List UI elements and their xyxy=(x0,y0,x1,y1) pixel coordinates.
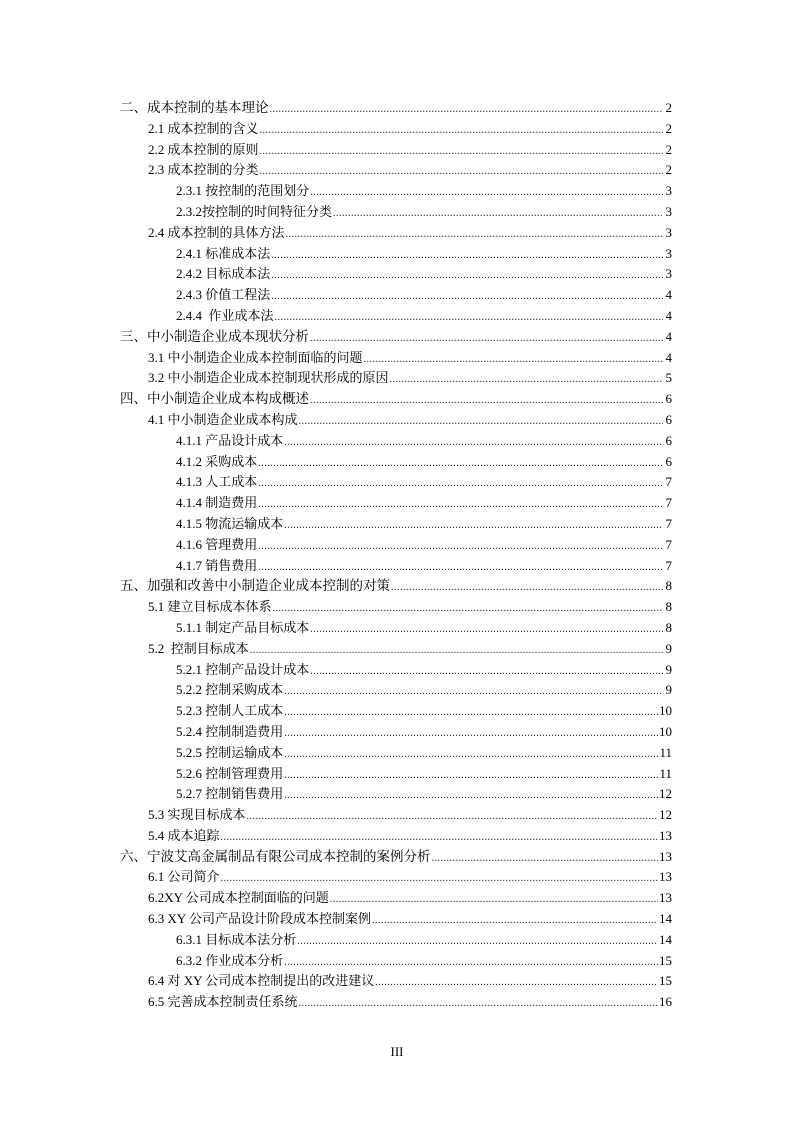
toc-entry-level-2[interactable] xyxy=(0,909,794,930)
toc-entry-level-3[interactable] xyxy=(0,244,794,265)
toc-entry-level-3[interactable] xyxy=(0,285,794,306)
toc-entry-title: 5.2.3 控制人工成本 xyxy=(176,703,284,719)
toc-entry-title: 5.2.2 控制采购成本 xyxy=(176,682,284,698)
toc-entry-title: 2.4 成本控制的具体方法 xyxy=(148,224,285,240)
toc-entry-level-3[interactable] xyxy=(0,680,794,701)
toc-entry-title: 2.4.2 目标成本法 xyxy=(176,266,271,282)
toc-entry-title: 4.1 中小制造企业成本构成 xyxy=(148,411,298,427)
toc-entry-title: 2.4.3 价值工程法 xyxy=(176,287,271,303)
toc-page-number: 6 xyxy=(665,432,672,448)
toc-page-number: 16 xyxy=(659,994,672,1010)
toc-entry-title: 6.5 完善成本控制责任系统 xyxy=(148,994,298,1010)
toc-entry-title: 四、中小制造企业成本构成概述 xyxy=(120,391,309,407)
toc-entry-title: 2.2 成本控制的原则 xyxy=(148,141,259,157)
toc-entry-level-2[interactable] xyxy=(0,639,794,660)
toc-entry-level-1[interactable] xyxy=(0,327,794,348)
toc-entry-title: 5.1.1 制定产品目标成本 xyxy=(176,619,310,635)
toc-entry-level-3[interactable] xyxy=(0,181,794,202)
toc-page-number: 13 xyxy=(659,827,672,843)
toc-entry-title: 3.2 中小制造企业成本控制现状形成的原因 xyxy=(148,370,389,386)
toc-entry-title: 2.3.1 按控制的范围划分 xyxy=(176,183,310,199)
toc-entry-level-2[interactable] xyxy=(0,223,794,244)
toc-page-number: 10 xyxy=(659,723,672,739)
dot-leader xyxy=(391,578,663,599)
dot-leader xyxy=(330,890,658,911)
toc-entry-title: 5.2.4 控制制造费用 xyxy=(176,723,284,739)
toc-entry-title: 五、加强和改善中小制造企业成本控制的对策 xyxy=(120,578,390,594)
toc-page-number: 12 xyxy=(659,786,672,802)
dot-leader xyxy=(284,724,658,745)
toc-entry-title: 5.2.5 控制运输成本 xyxy=(176,744,284,760)
toc-page-number: 3 xyxy=(665,203,672,219)
dot-leader xyxy=(258,474,663,495)
toc-entry-title: 5.2.1 控制产品设计成本 xyxy=(176,661,310,677)
dot-leader xyxy=(299,412,663,433)
dot-leader xyxy=(258,537,663,558)
toc-page-number: 2 xyxy=(665,162,672,178)
toc-entry-level-3[interactable] xyxy=(0,618,794,639)
dot-leader xyxy=(375,973,658,994)
dot-leader xyxy=(284,682,663,703)
dot-leader xyxy=(258,558,663,579)
toc-entry-level-3[interactable] xyxy=(0,784,794,805)
dot-leader xyxy=(247,807,658,828)
dot-leader xyxy=(250,641,663,662)
toc-page-number: 7 xyxy=(665,536,672,552)
dot-leader xyxy=(284,766,658,787)
toc-entry-level-3[interactable] xyxy=(0,930,794,951)
dot-leader xyxy=(310,329,663,350)
toc-entry-title: 4.1.6 管理费用 xyxy=(176,536,258,552)
toc-entry-level-3[interactable] xyxy=(0,722,794,743)
dot-leader xyxy=(284,516,663,537)
toc-entry-level-2[interactable] xyxy=(0,597,794,618)
toc-entry-title: 2.1 成本控制的含义 xyxy=(148,120,259,136)
toc-entry-level-2[interactable] xyxy=(0,867,794,888)
toc-entry-title: 4.1.2 采购成本 xyxy=(176,453,258,469)
toc-page-number: 14 xyxy=(659,911,672,927)
dot-leader xyxy=(275,308,663,329)
toc-page-number: 9 xyxy=(665,640,672,656)
toc-entry-level-2[interactable] xyxy=(0,160,794,181)
toc-page-number: 6 xyxy=(665,391,672,407)
toc-entry-level-2[interactable] xyxy=(0,826,794,847)
toc-entry-level-3[interactable] xyxy=(0,556,794,577)
toc-page-number: 9 xyxy=(665,661,672,677)
toc-entry-level-3[interactable] xyxy=(0,306,794,327)
toc-entry-title: 3.1 中小制造企业成本控制面临的问题 xyxy=(148,349,363,365)
dot-leader xyxy=(270,100,664,121)
dot-leader xyxy=(284,953,658,974)
toc-entry-title: 4.1.4 制造费用 xyxy=(176,495,258,511)
toc-entry-level-3[interactable] xyxy=(0,431,794,452)
toc-entry-title: 三、中小制造企业成本现状分析 xyxy=(120,328,309,344)
toc-page-number: 4 xyxy=(665,287,672,303)
toc-page-number: 6 xyxy=(665,453,672,469)
toc-entry-level-2[interactable] xyxy=(0,410,794,431)
toc-page-number: 2 xyxy=(665,120,672,136)
toc-page-number: 3 xyxy=(665,266,672,282)
toc-entry-level-3[interactable] xyxy=(0,743,794,764)
toc-entry-title: 六、宁波艾高金属制品有限公司成本控制的案例分析 xyxy=(120,848,431,864)
toc-entry-title: 5.1 建立目标成本体系 xyxy=(148,599,272,615)
dot-leader xyxy=(364,350,663,371)
toc-entry-level-3[interactable] xyxy=(0,701,794,722)
dot-leader xyxy=(310,620,663,641)
toc-entry-title: 2.3 成本控制的分类 xyxy=(148,162,259,178)
dot-leader xyxy=(260,121,663,142)
toc-entry-level-3[interactable] xyxy=(0,951,794,972)
toc-page-number: 3 xyxy=(665,183,672,199)
toc-page-number: 13 xyxy=(659,890,672,906)
dot-leader xyxy=(284,786,658,807)
toc-page-number: 3 xyxy=(665,245,672,261)
toc-page-number: 14 xyxy=(659,931,672,947)
toc-page-number: 11 xyxy=(659,765,672,781)
toc-entry-level-3[interactable] xyxy=(0,264,794,285)
toc-page-number: 15 xyxy=(659,952,672,968)
toc-entry-title: 6.1 公司简介 xyxy=(148,869,220,885)
toc-page-number: 7 xyxy=(665,495,672,511)
dot-leader xyxy=(221,828,658,849)
toc-entry-level-2[interactable] xyxy=(0,140,794,161)
toc-entry-level-2[interactable] xyxy=(0,888,794,909)
toc-entry-level-2[interactable] xyxy=(0,119,794,140)
dot-leader xyxy=(271,266,663,287)
toc-entry-level-3[interactable] xyxy=(0,535,794,556)
toc-entry-title: 2.4.4 作业成本法 xyxy=(176,307,274,323)
page-footer-number: III xyxy=(390,1044,404,1059)
toc-entry-title: 4.1.7 销售费用 xyxy=(176,557,258,573)
toc-entry-level-2[interactable] xyxy=(0,348,794,369)
dot-leader xyxy=(310,391,663,412)
dot-leader xyxy=(260,142,663,163)
toc-page-number: 8 xyxy=(665,619,672,635)
toc-page-number: 3 xyxy=(665,224,672,240)
dot-leader xyxy=(221,869,658,890)
dot-leader xyxy=(372,911,658,932)
toc-entry-title: 4.1.5 物流运输成本 xyxy=(176,515,284,531)
toc-entry-title: 6.3 XY 公司产品设计阶段成本控制案例 xyxy=(148,911,372,927)
toc-entry-level-3[interactable] xyxy=(0,202,794,223)
dot-leader xyxy=(286,225,663,246)
toc-entry-level-2[interactable] xyxy=(0,368,794,389)
toc-entry-level-2[interactable] xyxy=(0,805,794,826)
dot-leader xyxy=(333,204,663,225)
toc-entry-title: 5.3 实现目标成本 xyxy=(148,807,246,823)
table-of-contents xyxy=(0,98,794,1013)
toc-entry-title: 6.3.1 目标成本法分析 xyxy=(176,931,297,947)
toc-entry-title: 二、成本控制的基本理论 xyxy=(120,100,269,115)
toc-page-number: 7 xyxy=(665,515,672,531)
toc-entry-level-1[interactable] xyxy=(0,98,794,119)
toc-page-number: 2 xyxy=(665,141,672,157)
dot-leader xyxy=(310,183,663,204)
dot-leader xyxy=(273,599,663,620)
toc-page-number: 10 xyxy=(659,703,672,719)
toc-page-number: 7 xyxy=(665,557,672,573)
toc-entry-title: 6.3.2 作业成本分析 xyxy=(176,952,284,968)
toc-page-number: 8 xyxy=(665,578,672,594)
dot-leader xyxy=(271,287,663,308)
dot-leader xyxy=(297,932,658,953)
toc-page-number: 5 xyxy=(665,370,672,386)
toc-entry-title: 6.2XY 公司成本控制面临的问题 xyxy=(148,890,329,906)
toc-page-number: 8 xyxy=(665,599,672,615)
toc-entry-level-1[interactable] xyxy=(0,389,794,410)
toc-entry-level-2[interactable] xyxy=(0,971,794,992)
toc-page-number: 13 xyxy=(659,848,672,864)
dot-leader xyxy=(299,994,658,1015)
toc-page-number: 12 xyxy=(659,807,672,823)
toc-entry-title: 4.1.3 人工成本 xyxy=(176,474,258,490)
toc-entry-title: 4.1.1 产品设计成本 xyxy=(176,432,284,448)
toc-page-number: 4 xyxy=(665,349,672,365)
toc-entry-level-3[interactable] xyxy=(0,472,794,493)
toc-entry-level-3[interactable] xyxy=(0,764,794,785)
dot-leader xyxy=(258,495,663,516)
toc-entry-level-1[interactable] xyxy=(0,576,794,597)
dot-leader xyxy=(432,849,659,870)
toc-entry-level-3[interactable] xyxy=(0,514,794,535)
toc-entry-level-3[interactable] xyxy=(0,660,794,681)
dot-leader xyxy=(284,745,658,766)
toc-page-number: 11 xyxy=(659,744,672,760)
toc-page-number: 9 xyxy=(665,682,672,698)
toc-entry-title: 2.4.1 标准成本法 xyxy=(176,245,271,261)
toc-entry-level-3[interactable] xyxy=(0,452,794,473)
toc-entry-title: 5.2.6 控制管理费用 xyxy=(176,765,284,781)
dot-leader xyxy=(271,246,663,267)
dot-leader xyxy=(284,703,658,724)
toc-page-number: 4 xyxy=(665,307,672,323)
toc-entry-level-2[interactable] xyxy=(0,992,794,1013)
dot-leader xyxy=(390,370,663,391)
toc-page-number: 2 xyxy=(665,100,672,115)
toc-entry-title: 5.2.7 控制销售费用 xyxy=(176,786,284,802)
toc-page-number: 13 xyxy=(659,869,672,885)
toc-entry-level-3[interactable] xyxy=(0,493,794,514)
dot-leader xyxy=(258,454,663,475)
toc-entry-title: 2.3.2按控制的时间特征分类 xyxy=(176,203,333,219)
toc-page-number: 6 xyxy=(665,411,672,427)
dot-leader xyxy=(310,662,663,683)
toc-entry-level-1[interactable] xyxy=(0,847,794,868)
toc-page-number: 4 xyxy=(665,328,672,344)
toc-page-number: 15 xyxy=(659,973,672,989)
toc-page-number: 7 xyxy=(665,474,672,490)
dot-leader xyxy=(260,162,663,183)
dot-leader xyxy=(284,433,663,454)
toc-entry-title: 6.4 对 XY 公司成本控制提出的改进建议 xyxy=(148,973,375,989)
toc-entry-title: 5.2 控制目标成本 xyxy=(148,640,249,656)
toc-entry-title: 5.4 成本追踪 xyxy=(148,827,220,843)
